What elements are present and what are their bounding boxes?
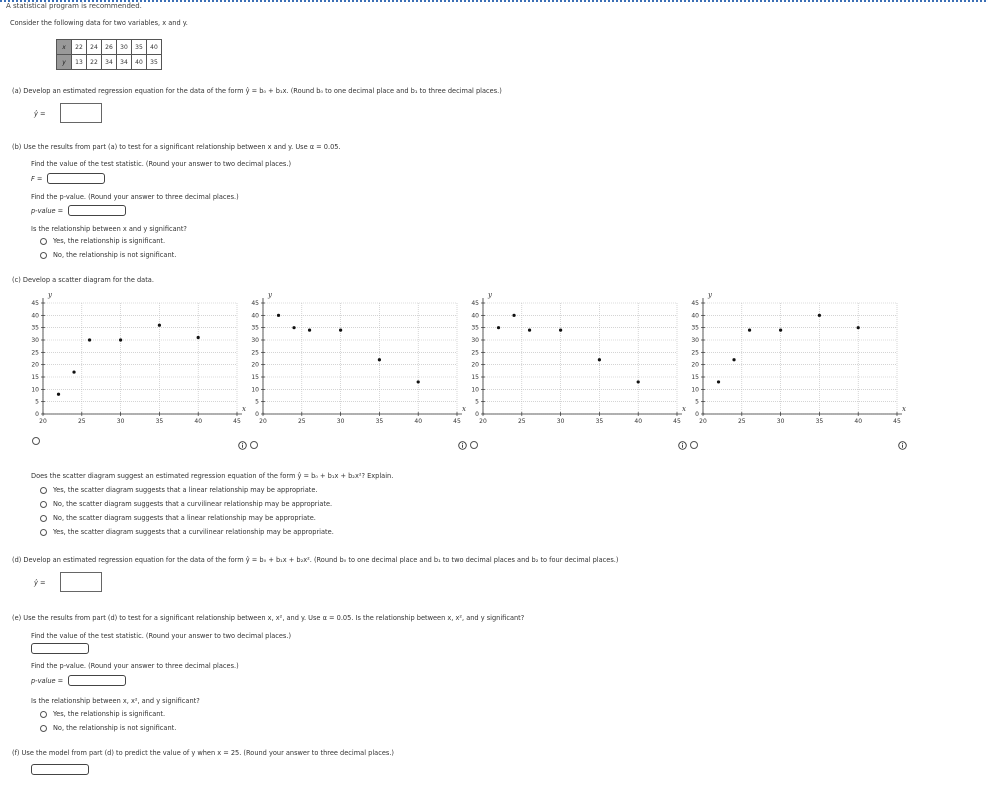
x-tick-label: 25 xyxy=(77,418,86,425)
part-b-stat-prompt: Find the value of the test statistic. (Round your answer to two decimal places.) xyxy=(31,160,292,168)
x-tick-label: 30 xyxy=(336,418,345,425)
y-tick-label: 15 xyxy=(251,374,259,381)
y-tick-label: 30 xyxy=(251,337,259,344)
x-tick-label: 35 xyxy=(595,418,604,425)
x-cell: 22 xyxy=(72,40,87,55)
scatter-chart-2 xyxy=(248,288,466,428)
x-tick-label: 30 xyxy=(116,418,125,425)
option-label: No, the scatter diagram suggests that a linear relationship may be appropriate. xyxy=(53,514,316,522)
part-c-prompt: (c) Develop a scatter diagram for the data. xyxy=(12,276,154,284)
y-tick-label: 15 xyxy=(691,374,699,381)
chart-4-radio[interactable] xyxy=(690,441,698,449)
y-tick-label: 10 xyxy=(251,386,259,394)
part-b-p-input[interactable] xyxy=(68,205,126,216)
y-tick-label: 35 xyxy=(31,324,39,332)
part-c-option-3[interactable] xyxy=(40,514,316,522)
part-e-p-input[interactable] xyxy=(68,675,126,686)
data-point xyxy=(732,358,735,361)
y-axis-label: y xyxy=(488,291,492,299)
y-cell: 35 xyxy=(147,55,162,70)
x-tick-label: 45 xyxy=(893,418,901,425)
chart-3-radio[interactable] xyxy=(470,441,478,449)
data-point xyxy=(857,326,860,329)
data-point xyxy=(717,380,720,383)
y-tick-label: 10 xyxy=(471,386,479,394)
y-tick-label: 15 xyxy=(471,374,479,381)
data-point xyxy=(378,358,381,361)
y-label-cell: y xyxy=(57,55,72,70)
radio-circle[interactable] xyxy=(40,711,47,718)
x-cell: 40 xyxy=(147,40,162,55)
part-b-prompt: (b) Use the results from part (a) to test for a significant relationship between x and y. Use α = 0.05. xyxy=(12,143,341,151)
info-icon[interactable] xyxy=(898,441,907,450)
scatter-chart-4 xyxy=(688,288,906,428)
y-axis-label: y xyxy=(48,291,52,299)
data-point xyxy=(88,338,91,341)
scatter-chart-3 xyxy=(468,288,686,428)
data-point xyxy=(598,358,601,361)
part-e-p-lhs: p-value = xyxy=(31,677,64,685)
info-icon[interactable] xyxy=(238,441,247,450)
data-point xyxy=(528,329,531,332)
data-point xyxy=(72,370,75,373)
x-axis-label: x xyxy=(682,405,686,413)
y-tick-label: 5 xyxy=(255,398,259,406)
x-tick-label: 40 xyxy=(634,418,643,425)
y-tick-label: 20 xyxy=(471,361,479,369)
table-row-x xyxy=(57,40,162,55)
x-cell: 30 xyxy=(117,40,132,55)
y-tick-label: 35 xyxy=(251,324,259,332)
part-b-option-no[interactable] xyxy=(40,251,176,259)
part-c-option-1[interactable] xyxy=(40,486,318,494)
y-cell: 22 xyxy=(87,55,102,70)
y-tick-label: 30 xyxy=(691,337,699,344)
y-tick-label: 45 xyxy=(31,300,39,307)
data-point xyxy=(158,324,161,327)
option-label: No, the relationship is not significant. xyxy=(53,251,177,259)
scatter-chart-1 xyxy=(28,288,246,428)
y-tick-label: 10 xyxy=(31,386,39,394)
y-tick-label: 25 xyxy=(251,349,259,357)
part-c-option-2[interactable] xyxy=(40,500,332,508)
y-tick-label: 5 xyxy=(475,398,479,406)
radio-circle[interactable] xyxy=(40,725,47,732)
x-tick-label: 35 xyxy=(155,418,164,425)
x-tick-label: 40 xyxy=(194,418,203,425)
y-tick-label: 20 xyxy=(31,361,39,369)
chart-1-radio[interactable] xyxy=(32,437,40,445)
part-c-question: Does the scatter diagram suggest an estimated regression equation of the form ŷ = b₀ + b₁x + b₂x²? Explain. xyxy=(31,472,394,480)
data-point xyxy=(512,314,515,317)
x-tick-label: 45 xyxy=(453,418,461,425)
part-b-sig-prompt: Is the relationship between x and y significant? xyxy=(31,225,187,233)
data-point xyxy=(818,314,821,317)
chart-2-radio[interactable] xyxy=(250,441,258,449)
data-point xyxy=(637,380,640,383)
option-label: Yes, the relationship is significant. xyxy=(53,710,166,718)
x-tick-label: 35 xyxy=(375,418,384,425)
y-axis-label: y xyxy=(708,291,712,299)
x-axis-label: x xyxy=(242,405,246,413)
x-axis-label: x xyxy=(902,405,906,413)
header-note: A statistical program is recommended. xyxy=(6,2,142,10)
data-table xyxy=(56,39,162,70)
data-point xyxy=(119,338,122,341)
data-point xyxy=(748,329,751,332)
part-f-prompt: (f) Use the model from part (d) to predict the value of y when x = 25. (Round your answer to three decimal places.) xyxy=(12,749,394,757)
y-tick-label: 25 xyxy=(31,349,39,357)
y-tick-label: 40 xyxy=(691,312,699,320)
x-tick-label: 45 xyxy=(233,418,241,425)
part-b-option-yes[interactable] xyxy=(40,237,165,245)
part-d-lhs: ŷ = xyxy=(34,579,46,587)
part-b-p-prompt: Find the p-value. (Round your answer to three decimal places.) xyxy=(31,193,239,201)
intro-text: Consider the following data for two variables, x and y. xyxy=(10,19,188,27)
x-tick-label: 20 xyxy=(479,418,487,425)
part-d-prompt: (d) Develop an estimated regression equation for the data of the form ŷ = b₀ + b₁x + b₂x². (Round b₀ to one decimal place and b₁ to two decimal places and b₂ to four decimal places.) xyxy=(12,556,619,564)
y-tick-label: 0 xyxy=(475,411,479,418)
x-cell: 35 xyxy=(132,40,147,55)
y-tick-label: 35 xyxy=(471,324,479,332)
y-cell: 40 xyxy=(132,55,147,70)
radio-circle[interactable] xyxy=(40,487,47,494)
y-tick-label: 25 xyxy=(471,349,479,357)
x-tick-label: 30 xyxy=(556,418,565,425)
data-point xyxy=(57,393,60,396)
y-tick-label: 20 xyxy=(251,361,259,369)
part-e-option-yes[interactable] xyxy=(40,710,165,718)
part-e-prompt: (e) Use the results from part (d) to test for a significant relationship between x, x², and y. Use α = 0.05. Is the relationship between x, x², and y significant? xyxy=(12,614,525,622)
y-tick-label: 0 xyxy=(695,411,699,418)
x-cell: 24 xyxy=(87,40,102,55)
option-label: Yes, the scatter diagram suggests that a curvilinear relationship may be appropriate. xyxy=(53,528,334,536)
y-tick-label: 40 xyxy=(31,312,39,320)
y-cell: 34 xyxy=(117,55,132,70)
data-point xyxy=(292,326,295,329)
part-e-p-prompt: Find the p-value. (Round your answer to three decimal places.) xyxy=(31,662,239,670)
part-e-sig-prompt: Is the relationship between x, x², and y significant? xyxy=(31,697,200,705)
part-a-answer-input[interactable] xyxy=(60,103,102,123)
radio-circle[interactable] xyxy=(40,238,47,245)
x-tick-label: 25 xyxy=(297,418,306,425)
info-icon[interactable] xyxy=(678,441,687,450)
x-label-cell: x xyxy=(57,40,72,55)
option-label: No, the scatter diagram suggests that a curvilinear relationship may be appropriate. xyxy=(53,500,333,508)
x-tick-label: 35 xyxy=(815,418,824,425)
y-tick-label: 15 xyxy=(31,374,39,381)
table-row-y xyxy=(57,55,162,70)
x-tick-label: 25 xyxy=(517,418,526,425)
part-a-lhs: ŷ = xyxy=(34,110,46,118)
option-label: Yes, the scatter diagram suggests that a linear relationship may be appropriate. xyxy=(53,486,318,494)
y-tick-label: 0 xyxy=(255,411,259,418)
radio-circle[interactable] xyxy=(40,501,47,508)
part-a-prompt: (a) Develop an estimated regression equation for the data of the form ŷ = b₀ + b₁x. (Round b₀ to one decimal place and b₁ to three decimal places.) xyxy=(12,87,502,95)
option-label: No, the relationship is not significant. xyxy=(53,724,177,732)
data-point xyxy=(308,329,311,332)
y-tick-label: 10 xyxy=(691,386,699,394)
y-cell: 34 xyxy=(102,55,117,70)
part-e-f-input[interactable] xyxy=(31,643,89,654)
data-point xyxy=(779,329,782,332)
data-point xyxy=(339,329,342,332)
y-tick-label: 5 xyxy=(35,398,39,406)
top-border xyxy=(0,0,988,2)
y-tick-label: 20 xyxy=(691,361,699,369)
part-b-f-input[interactable] xyxy=(47,173,105,184)
y-tick-label: 45 xyxy=(691,300,699,307)
x-cell: 26 xyxy=(102,40,117,55)
x-axis-label: x xyxy=(462,405,466,413)
y-tick-label: 40 xyxy=(251,312,259,320)
part-b-f-lhs: F = xyxy=(31,175,43,183)
y-axis-label: y xyxy=(268,291,272,299)
x-tick-label: 20 xyxy=(39,418,47,425)
radio-circle[interactable] xyxy=(40,252,47,259)
y-tick-label: 30 xyxy=(471,337,479,344)
part-f-input[interactable] xyxy=(31,764,89,775)
data-point xyxy=(417,380,420,383)
y-cell: 13 xyxy=(72,55,87,70)
data-point xyxy=(559,329,562,332)
part-e-option-no[interactable] xyxy=(40,724,176,732)
y-tick-label: 30 xyxy=(31,337,39,344)
x-tick-label: 25 xyxy=(737,418,746,425)
x-tick-label: 20 xyxy=(259,418,267,425)
x-tick-label: 30 xyxy=(776,418,785,425)
data-point xyxy=(197,336,200,339)
radio-circle[interactable] xyxy=(40,515,47,522)
x-tick-label: 45 xyxy=(673,418,681,425)
part-e-stat-prompt: Find the value of the test statistic. (Round your answer to two decimal places.) xyxy=(31,632,292,640)
info-icon[interactable] xyxy=(458,441,467,450)
radio-circle[interactable] xyxy=(40,529,47,536)
x-tick-label: 20 xyxy=(699,418,707,425)
y-tick-label: 0 xyxy=(35,411,39,418)
y-tick-label: 45 xyxy=(471,300,479,307)
x-tick-label: 40 xyxy=(854,418,863,425)
part-c-option-4[interactable] xyxy=(40,528,334,536)
part-d-answer-input[interactable] xyxy=(60,572,102,592)
y-tick-label: 35 xyxy=(691,324,699,332)
y-tick-label: 5 xyxy=(695,398,699,406)
data-point xyxy=(277,314,280,317)
y-tick-label: 45 xyxy=(251,300,259,307)
part-b-p-lhs: p-value = xyxy=(31,207,64,215)
data-point xyxy=(497,326,500,329)
y-tick-label: 40 xyxy=(471,312,479,320)
option-label: Yes, the relationship is significant. xyxy=(53,237,166,245)
x-tick-label: 40 xyxy=(414,418,423,425)
y-tick-label: 25 xyxy=(691,349,699,357)
